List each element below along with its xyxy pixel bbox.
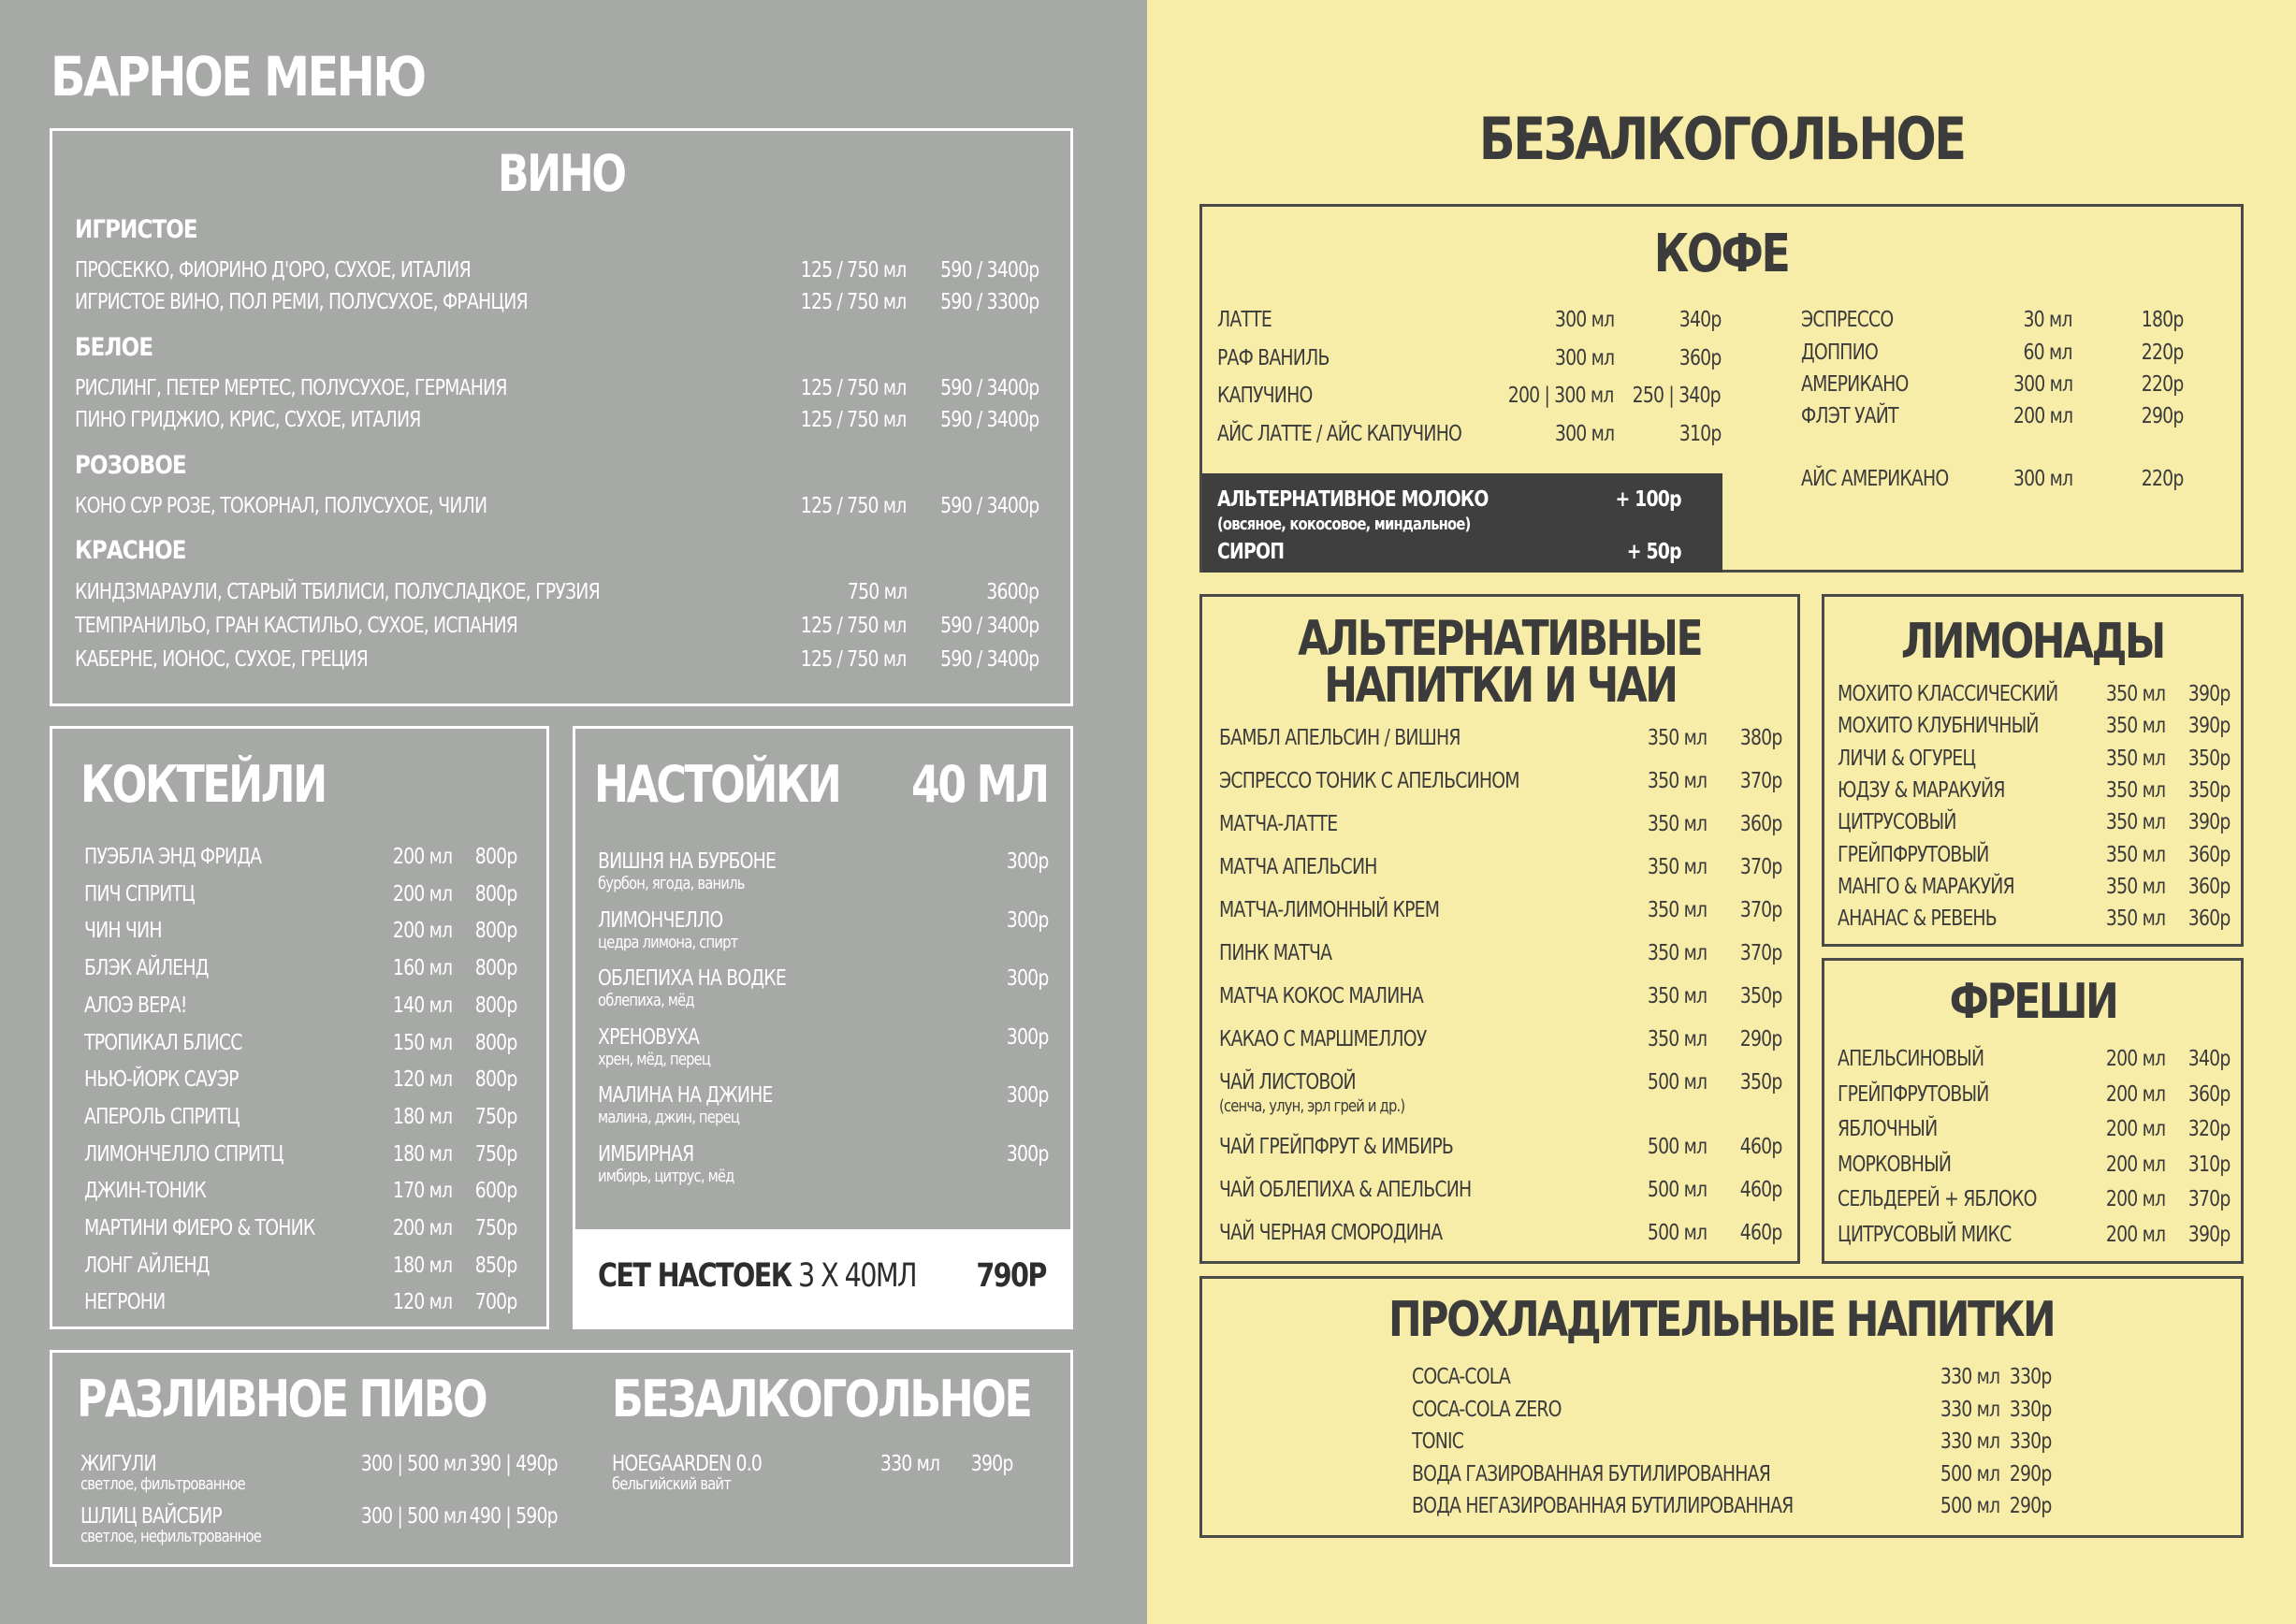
lemonades-title: ЛИМОНАДЫ [1901,614,2164,670]
menu-item-desc: облепиха, мёд [598,991,694,1010]
menu-item: ЯБЛОЧНЫЙ 200 мл 320р [1838,1117,2230,1141]
menu-item: ПИЧ СПРИТЦ 200 мл 800р [84,881,516,906]
tinctures-section [573,726,1073,1329]
menu-item: НЕГРОНИ 120 мл 700р [84,1290,516,1315]
menu-item: ЦИТРУСОВЫЙ МИКС 200 мл 390р [1838,1222,2230,1247]
menu-item: ЛИМОНЧЕЛЛО СПРИТЦ 180 мл 750р [84,1141,516,1167]
extra-item-desc: (овсяное, кокосовое, миндальное) [1217,515,1471,534]
cocktails-title: КОКТЕЙЛИ [80,755,326,814]
bar-menu-page [0,0,1147,1624]
menu-item: МАТЧА КОКОС МАЛИНА 350 мл 350р [1219,984,1781,1008]
beer-section [50,1350,1073,1567]
menu-item: ДОППИО 60 мл 220р [1801,341,2183,365]
wine-item: ТЕМПРАНИЛЬО, ГРАН КАСТИЛЬО, СУХОЕ, ИСПАНИЯ 125 / 750 мл 590 / 3400р [75,614,1039,638]
alt-drinks-title: АЛЬТЕРНАТИВНЫЕ [1298,611,1702,667]
page-title: БАРНОЕ МЕНЮ [51,45,425,109]
cocktails-section [50,726,549,1329]
menu-item: ЧАЙ ГРЕЙПФРУТ & ИМБИРЬ 500 мл 460р [1219,1135,1781,1159]
wine-section [50,128,1073,706]
menu-item-desc: бурбон, ягода, ваниль [598,874,745,893]
menu-item: АЛОЭ ВЕРА! 140 мл 800р [84,993,516,1018]
menu-item: ГРЕЙПФРУТОВЫЙ 350 мл 360р [1838,842,2230,867]
menu-item-desc: малина, джин, перец [598,1108,740,1127]
beer-item: ШЛИЦ ВАЙСБИР 300 | 500 мл 490 | 590р [80,1504,558,1529]
wine-title: ВИНО [498,144,625,203]
beer-item-desc: светлое, фильтрованное [80,1474,245,1494]
menu-item: АМЕРИКАНО 300 мл 220р [1801,372,2183,397]
beer-item-desc: бельгийский вайт [612,1474,731,1494]
menu-item: АПЕЛЬСИНОВЫЙ 200 мл 340р [1838,1047,2230,1071]
wine-item: КОНО СУР РОЗЕ, ТОКОРНАЛ, ПОЛУСУХОЕ, ЧИЛИ 125 / 750 мл 590 / 3400р [75,494,1039,518]
menu-item: ЧАЙ ЛИСТОВОЙ 500 мл 350р [1219,1070,1781,1095]
menu-item: МОХИТО КЛАССИЧЕСКИЙ 350 мл 390р [1838,682,2230,706]
extra-item: СИРОП + 50р [1217,540,1681,564]
wine-item: ПИНО ГРИДЖИО, КРИС, СУХОЕ, ИТАЛИЯ 125 / 750 мл 590 / 3400р [75,408,1039,432]
menu-item: БАМБЛ АПЕЛЬСИН / ВИШНЯ 350 мл 380р [1219,726,1781,750]
wine-item: ПРОСЕККО, ФИОРИНО Д'ОРО, СУХОЕ, ИТАЛИЯ 125 / 750 мл 590 / 3400р [75,258,1039,283]
menu-item: ЧИН ЧИН 200 мл 800р [84,919,516,944]
draft-beer-title: РАЗЛИВНОЕ ПИВО [77,1370,487,1428]
menu-item: ЮДЗУ & МАРАКУЙЯ 350 мл 350р [1838,777,2230,803]
non-alcoholic-title: БЕЗАЛКОГОЛЬНОЕ [1478,105,1965,173]
soft-drinks-section [1199,1276,2244,1538]
beer-item: ЖИГУЛИ 300 | 500 мл 390 | 490р [80,1452,558,1476]
menu-item: РАФ ВАНИЛЬ 300 мл 360р [1217,345,1721,370]
menu-item: ЧАЙ ЧЕРНАЯ СМОРОДИНА 500 мл 460р [1219,1221,1781,1245]
menu-item: КАКАО С МАРШМЕЛЛОУ 350 мл 290р [1219,1027,1781,1051]
menu-item: ЧАЙ ОБЛЕПИХА & АПЕЛЬСИН 500 мл 460р [1219,1178,1781,1202]
menu-item: АНАНАС & РЕВЕНЬ 350 мл 360р [1838,906,2230,932]
tincture-set-bar [575,1229,1070,1327]
menu-item: МАРТИНИ ФИЕРО & ТОНИК 200 мл 750р [84,1216,516,1240]
menu-item: БЛЭК АЙЛЕНД 160 мл 800р [84,956,516,981]
wine-category-title: КРАСНОЕ [75,536,186,565]
menu-item: ТРОПИКАЛ БЛИСС 150 мл 800р [84,1030,516,1055]
menu-item: ЛИМОНЧЕЛЛО 300р [598,907,1048,933]
menu-item-desc: цедра лимона, спирт [598,932,738,952]
coffee-title: КОФЕ [1654,224,1789,284]
menu-item: КАПУЧИНО 200 | 300 мл 250 | 340р [1217,384,1721,408]
menu-item: ХРЕНОВУХА 300р [598,1024,1048,1050]
menu-item: ИМБИРНАЯ 300р [598,1141,1048,1167]
coffee-extras [1202,473,1722,573]
menu-item: ЛАТТЕ 300 мл 340р [1217,308,1721,332]
menu-item: АПЕРОЛЬ СПРИТЦ 180 мл 750р [84,1104,516,1129]
alt-drinks-section [1199,594,1800,1264]
fresh-section [1822,958,2244,1264]
na-beer-title: БЕЗАЛКОГОЛЬНОЕ [612,1370,1031,1428]
tincture-set-price: 790Р [976,1257,1046,1295]
menu-item: МАНГО & МАРАКУЙЯ 350 мл 360р [1838,874,2230,899]
menu-item: МАТЧА-ЛАТТЕ 350 мл 360р [1219,812,1781,836]
wine-item: КИНДЗМАРАУЛИ, СТАРЫЙ ТБИЛИСИ, ПОЛУСЛАДКОЕ, ГРУЗИЯ 750 мл 3600р [75,580,1039,604]
tinctures-title: НАСТОЙКИ [594,755,840,814]
menu-item-desc: (сенча, улун, эрл грей и др.) [1219,1096,1405,1116]
menu-item-desc: имбирь, цитрус, мёд [598,1166,734,1186]
menu-item: ФЛЭТ УАЙТ 200 мл 290р [1801,404,2183,428]
tinctures-volume: 40 МЛ [911,755,1048,814]
menu-item: АЙС ЛАТТЕ / АЙС КАПУЧИНО 300 мл 310р [1217,421,1721,446]
tincture-set-detail: 3 Х 40МЛ [798,1257,916,1295]
menu-item: МАТЧА АПЕЛЬСИН 350 мл 370р [1219,855,1781,879]
menu-item-desc: хрен, мёд, перец [598,1049,711,1069]
menu-item: ЭСПРЕССО 30 мл 180р [1801,308,2183,332]
menu-item: ОБЛЕПИХА НА ВОДКЕ 300р [598,966,1048,991]
menu-item: ЭСПРЕССО ТОНИК С АПЕЛЬСИНОМ 350 мл 370р [1219,769,1781,793]
menu-item: ЛОНГ АЙЛЕНД 180 мл 850р [84,1253,516,1278]
extra-item: АЛЬТЕРНАТИВНОЕ МОЛОКО + 100р [1217,487,1681,512]
menu-item: ДЖИН-ТОНИК 170 мл 600р [84,1179,516,1204]
menu-item: ЦИТРУСОВЫЙ 350 мл 390р [1838,810,2230,835]
menu-item: ВИШНЯ НА БУРБОНЕ 300р [598,849,1048,874]
soft-drinks-title: ПРОХЛАДИТЕЛЬНЫЕ НАПИТКИ [1388,1292,2055,1348]
tincture-set-label: СЕТ НАСТОЕК [598,1257,792,1295]
menu-item: COCA-COLA ZERO 330 мл 330р [1412,1397,2051,1422]
menu-item: МОРКОВНЫЙ 200 мл 310р [1838,1152,2230,1177]
wine-item: КАБЕРНЕ, ИОНОС, СУХОЕ, ГРЕЦИЯ 125 / 750 мл 590 / 3400р [75,647,1039,672]
wine-category-title: ИГРИСТОЕ [75,215,197,244]
wine-item: РИСЛИНГ, ПЕТЕР МЕРТЕС, ПОЛУСУХОЕ, ГЕРМАНИЯ 125 / 750 мл 590 / 3400р [75,376,1039,400]
coffee-section [1199,204,2244,573]
menu-item: COCA-COLA 330 мл 330р [1412,1365,2051,1389]
beer-item-desc: светлое, нефильтрованное [80,1527,261,1546]
alt-drinks-title-line2: НАПИТКИ И ЧАИ [1323,658,1677,714]
menu-item: НЬЮ-ЙОРК САУЭР 120 мл 800р [84,1067,516,1093]
menu-item: СЕЛЬДЕРЕЙ + ЯБЛОКО 200 мл 370р [1838,1187,2230,1211]
fresh-title: ФРЕШИ [1949,974,2116,1030]
menu-item: ВОДА НЕГАЗИРОВАННАЯ БУТИЛИРОВАННАЯ 500 мл 290р [1412,1494,2051,1518]
menu-item: МАТЧА-ЛИМОННЫЙ КРЕМ 350 мл 370р [1219,898,1781,922]
wine-item: ИГРИСТОЕ ВИНО, ПОЛ РЕМИ, ПОЛУСУХОЕ, ФРАНЦИЯ 125 / 750 мл 590 / 3300р [75,290,1039,314]
menu-item: ВОДА ГАЗИРОВАННАЯ БУТИЛИРОВАННАЯ 500 мл 290р [1412,1461,2051,1486]
wine-category-title: БЕЛОЕ [75,333,153,362]
menu-item: ПИНК МАТЧА 350 мл 370р [1219,941,1781,965]
non-alcoholic-page [1147,0,2296,1624]
beer-item: HOEGAARDEN 0.0 330 мл 390р [612,1452,1012,1476]
menu-item: МАЛИНА НА ДЖИНЕ 300р [598,1083,1048,1108]
menu-item: TONIC 330 мл 330р [1412,1429,2051,1454]
menu-item: ПУЭБЛА ЭНД ФРИДА 200 мл 800р [84,845,516,869]
menu-item: ГРЕЙПФРУТОВЫЙ 200 мл 360р [1838,1081,2230,1107]
menu-item: ЛИЧИ & ОГУРЕЦ 350 мл 350р [1838,746,2230,771]
menu-item: МОХИТО КЛУБНИЧНЫЙ 350 мл 390р [1838,714,2230,739]
wine-category-title: РОЗОВОЕ [75,451,186,480]
lemonades-section [1822,594,2244,947]
menu-item: АЙС АМЕРИКАНО 300 мл 220р [1801,467,2183,491]
